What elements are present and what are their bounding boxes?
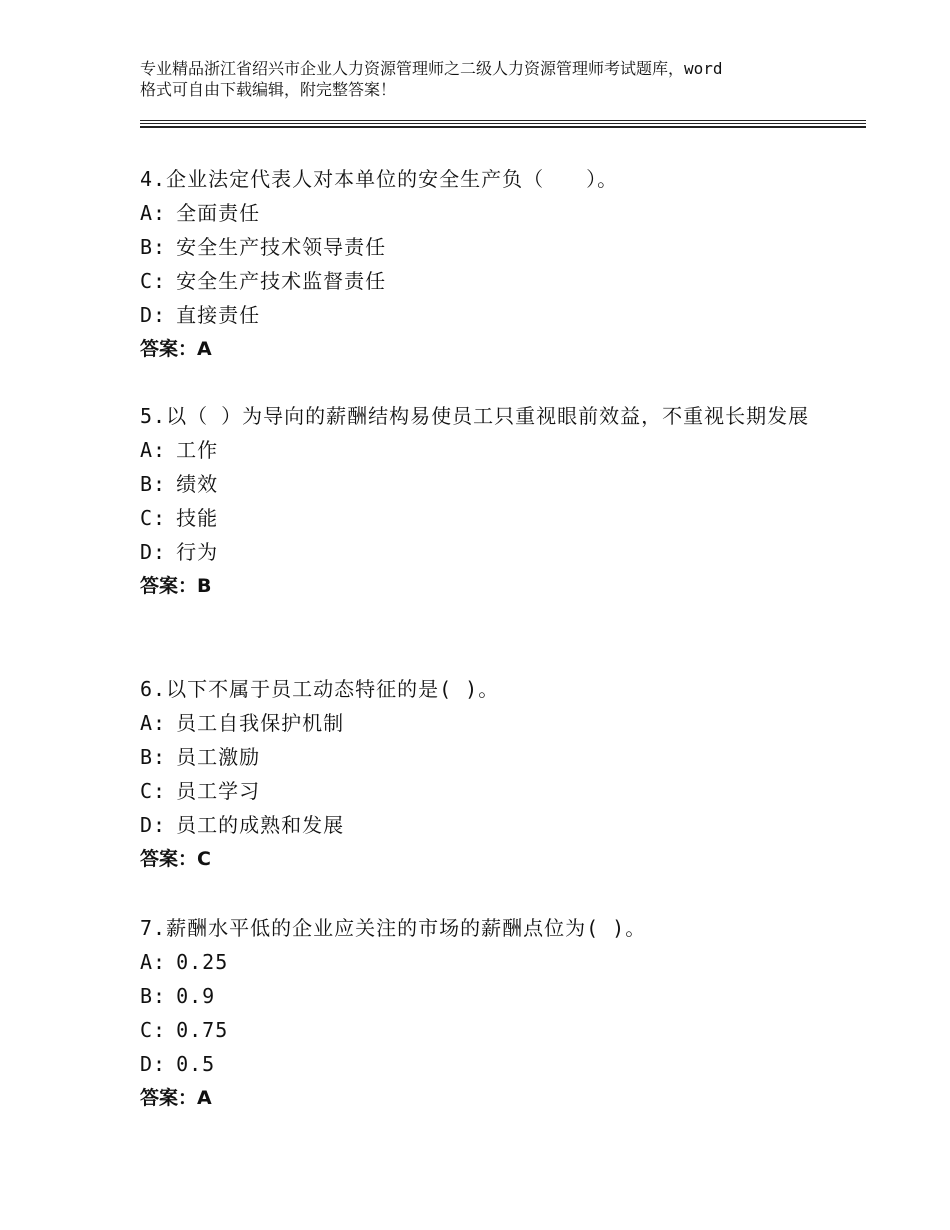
answer-label: 答案：C	[140, 848, 211, 870]
answer-label: 答案：B	[140, 575, 212, 597]
answer-label: 答案：A	[140, 1087, 212, 1109]
question-block	[140, 911, 830, 1115]
option-text: 安全生产技术监督责任	[176, 269, 387, 293]
header-divider	[140, 123, 866, 124]
option-letter: B:	[140, 745, 167, 769]
option-text: 员工的成熟和发展	[176, 813, 345, 837]
option-text: 技能	[176, 506, 219, 530]
document-header	[140, 58, 830, 100]
option-letter: B:	[140, 984, 167, 1008]
option-letter: C:	[140, 506, 167, 530]
option-letter: A:	[140, 438, 167, 462]
option-text: 工作	[176, 438, 219, 462]
option-b	[140, 230, 830, 264]
option-a	[140, 706, 830, 740]
option-text: 0.9	[176, 984, 216, 1008]
option-letter: D:	[140, 540, 167, 564]
option-d	[140, 1047, 830, 1081]
option-d	[140, 535, 830, 569]
option-text: 0.75	[176, 1018, 229, 1042]
option-text: 0.25	[176, 950, 229, 974]
option-b	[140, 979, 830, 1013]
answer-label: 答案：A	[140, 338, 212, 360]
option-text: 全面责任	[176, 201, 261, 225]
question-block	[140, 672, 830, 876]
option-a	[140, 196, 830, 230]
option-a	[140, 433, 830, 467]
option-c	[140, 1013, 830, 1047]
option-letter: C:	[140, 779, 167, 803]
question-stem: 6.以下不属于员工动态特征的是( )。	[140, 677, 500, 701]
option-letter: C:	[140, 1018, 167, 1042]
option-letter: A:	[140, 201, 167, 225]
option-letter: B:	[140, 235, 167, 259]
option-c	[140, 774, 830, 808]
question-stem: 7.薪酬水平低的企业应关注的市场的薪酬点位为( )。	[140, 916, 647, 940]
header-line-2: 格式可自由下载编辑，附完整答案！	[140, 80, 397, 99]
option-letter: D:	[140, 813, 167, 837]
question-block	[140, 399, 830, 603]
option-text: 0.5	[176, 1052, 216, 1076]
option-text: 绩效	[176, 472, 219, 496]
option-letter: A:	[140, 950, 167, 974]
option-text: 安全生产技术领导责任	[176, 235, 387, 259]
option-text: 员工学习	[176, 779, 261, 803]
option-text: 行为	[176, 540, 219, 564]
header-line-1: 专业精品浙江省绍兴市企业人力资源管理师之二级人力资源管理师考试题库，word	[140, 59, 723, 78]
option-c	[140, 264, 830, 298]
option-letter: D:	[140, 303, 167, 327]
option-a	[140, 945, 830, 979]
option-text: 员工自我保护机制	[176, 711, 345, 735]
option-letter: D:	[140, 1052, 167, 1076]
option-b	[140, 467, 830, 501]
option-text: 直接责任	[176, 303, 261, 327]
option-d	[140, 808, 830, 842]
option-d	[140, 298, 830, 332]
option-letter: C:	[140, 269, 167, 293]
option-b	[140, 740, 830, 774]
question-block	[140, 162, 830, 366]
option-text: 员工激励	[176, 745, 261, 769]
option-letter: B:	[140, 472, 167, 496]
question-stem: 5.以（ ）为导向的薪酬结构易使员工只重视眼前效益，不重视长期发展	[140, 404, 810, 428]
option-c	[140, 501, 830, 535]
header-divider	[140, 120, 866, 121]
option-letter: A:	[140, 711, 167, 735]
question-stem: 4.企业法定代表人对本单位的安全生产负（ ）。	[140, 167, 619, 191]
header-divider	[140, 126, 866, 128]
